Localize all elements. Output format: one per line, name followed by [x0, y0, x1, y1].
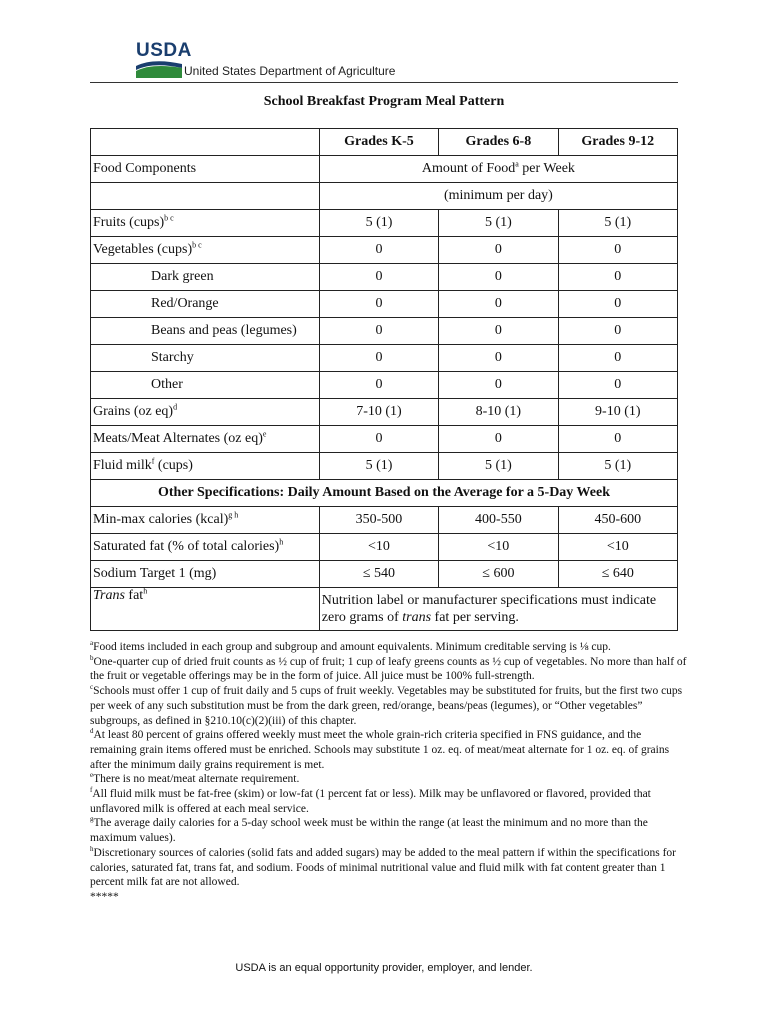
amount-cell: 5 (1)	[319, 453, 438, 480]
amount-cell: 0	[319, 264, 438, 291]
amount-cell: 0	[558, 237, 677, 264]
specification-label: Min-max calories (kcal)$^{g h}$	[91, 507, 320, 534]
amount-cell: 5 (1)	[558, 210, 677, 237]
usda-logo-text: USDA	[136, 40, 192, 61]
food-component-row	[91, 264, 678, 291]
page-title: School Breakfast Program Meal Pattern	[263, 94, 505, 109]
footnote: $^c$Schools must offer 1 cup of fruit daily and 5 cups of fruit weekly. Vegetables may be substituted for fruits, but the first two cups per week of any such substitution must be from the dark green, red/orange, beans/peas (legumes), or “Other vegetables” subgroups, as defined in §210.10(c)(2)(iii) of this chapter.	[90, 683, 683, 727]
header-rule	[90, 82, 678, 83]
food-component-label: Starchy	[91, 345, 320, 372]
food-component-label: Meats/Meat Alternates (oz eq)$^e$	[91, 426, 320, 453]
amount-cell: 0	[558, 345, 677, 372]
specification-row	[91, 561, 678, 588]
amount-cell: 0	[439, 291, 558, 318]
footer-statement: USDA is an equal opportunity provider, employer, and lender.	[235, 962, 533, 974]
food-component-label: Vegetables (cups)$^{b c}$	[91, 237, 320, 264]
footnote: $^a$Food items included in each group and subgroup and amount equivalents. Minimum creditable serving is ⅛ cup.	[90, 639, 611, 653]
specification-value: ≤ 540	[319, 561, 438, 588]
amount-cell: 0	[558, 372, 677, 399]
food-component-label: Beans and peas (legumes)	[91, 318, 320, 345]
amount-cell: 5 (1)	[558, 453, 677, 480]
trans-fat-requirement: Nutrition label or manufacturer specifications must indicate zero grams of trans fat per serving.	[319, 588, 677, 631]
amount-cell: 0	[319, 345, 438, 372]
specification-value: ≤ 600	[439, 561, 558, 588]
food-component-row	[91, 210, 678, 237]
food-component-label: Fruits (cups)$^{b c}$	[91, 210, 320, 237]
minimum-per-day-row	[91, 183, 678, 210]
trans-fat-row	[91, 588, 678, 631]
amount-cell: 0	[558, 318, 677, 345]
grade-header: Grades 9-12	[558, 129, 677, 156]
amount-cell: 0	[439, 345, 558, 372]
specification-label: Saturated fat (% of total calories)$^h$	[91, 534, 320, 561]
food-components-label: Food Components	[91, 156, 320, 183]
amount-cell: 5 (1)	[439, 210, 558, 237]
footnote: $^h$Discretionary sources of calories (solid fats and added sugars) may be added to the meal pattern if within the specifications for calories, saturated fat, trans fat, and sodium. Foods of minimal nutritional value and fluid milk with fat content greater than 1 percent milk fat are not allowed.	[90, 845, 676, 889]
amount-cell: 0	[439, 264, 558, 291]
footnote: $^g$The average daily calories for a 5-day school week must be within the range (at least the minimum and no more than the maximum values).	[90, 815, 648, 845]
footnotes	[90, 640, 690, 905]
grade-header-row	[91, 129, 678, 156]
amount-cell: 0	[558, 426, 677, 453]
end-marker: *****	[90, 890, 119, 903]
food-component-label: Other	[91, 372, 320, 399]
amount-cell: 0	[319, 426, 438, 453]
specification-value: 400-550	[439, 507, 558, 534]
food-component-row	[91, 345, 678, 372]
food-component-label: Red/Orange	[91, 291, 320, 318]
amount-cell: 0	[439, 372, 558, 399]
food-component-row	[91, 237, 678, 264]
food-component-row	[91, 426, 678, 453]
footnote: $^f$All fluid milk must be fat-free (skim) or low-fat (1 percent fat or less). Milk may be unflavored or flavored, provided that unflavored milk is offered at each meal service.	[90, 786, 651, 815]
amount-cell: 5 (1)	[439, 453, 558, 480]
food-component-row	[91, 399, 678, 426]
amount-cell: 0	[319, 318, 438, 345]
usda-logo	[136, 40, 192, 78]
specification-label: Sodium Target 1 (mg)	[91, 561, 320, 588]
specification-row	[91, 534, 678, 561]
amount-cell: 0	[319, 372, 438, 399]
specifications-heading: Other Specifications: Daily Amount Based on the Average for a 5-Day Week	[91, 480, 678, 507]
amount-cell: 0	[439, 318, 558, 345]
grade-header: Grades 6-8	[439, 129, 558, 156]
blank-cell	[91, 183, 320, 210]
food-components-row	[91, 156, 678, 183]
amount-cell: 0	[319, 291, 438, 318]
amount-cell: 5 (1)	[319, 210, 438, 237]
food-component-row	[91, 291, 678, 318]
amount-cell: 9-10 (1)	[558, 399, 677, 426]
amount-cell: 7-10 (1)	[319, 399, 438, 426]
letterhead	[136, 40, 696, 82]
food-component-row	[91, 453, 678, 480]
food-component-row	[91, 372, 678, 399]
amount-cell: 0	[439, 426, 558, 453]
amount-cell: 8-10 (1)	[439, 399, 558, 426]
specification-row	[91, 507, 678, 534]
specification-value: 350-500	[319, 507, 438, 534]
trans-fat-label: Trans fat$^h$	[91, 588, 320, 631]
footnote: $^b$One-quarter cup of dried fruit counts as ½ cup of fruit; 1 cup of leafy greens counts as ½ cup of vegetables. No more than half of the fruit or vegetable offerings may be in the form of juice. All juice must be 100% full-strength.	[90, 653, 687, 683]
specification-value: 450-600	[558, 507, 677, 534]
food-component-row	[91, 318, 678, 345]
meal-pattern-table	[90, 128, 678, 631]
amount-cell: 0	[319, 237, 438, 264]
grade-header: Grades K-5	[319, 129, 438, 156]
footnote: $^d$At least 80 percent of grains offered weekly must meet the whole grain-rich criteria specified in FNS guidance, and the remaining grain items offered must be enriched. Schools may substitute 1 oz. eq. of meat/meat alternate for 1 oz. eq. of grains after the minimum daily grains requirement is met.	[90, 727, 670, 771]
specification-value: <10	[439, 534, 558, 561]
food-component-label: Dark green	[91, 264, 320, 291]
usda-logo-waves-icon	[136, 58, 182, 78]
minimum-per-day-label: (minimum per day)	[319, 183, 677, 210]
specification-value: ≤ 640	[558, 561, 677, 588]
agency-name: United States Department of Agriculture	[184, 64, 396, 78]
food-component-label: Grains (oz eq)$^d$	[91, 399, 320, 426]
amount-cell: 0	[558, 264, 677, 291]
specifications-heading-row	[91, 480, 678, 507]
food-component-label: Fluid milk$^f$ (cups)	[91, 453, 320, 480]
footnote: $^e$There is no meat/meat alternate requirement.	[90, 771, 300, 786]
specification-value: <10	[319, 534, 438, 561]
amount-cell: 0	[558, 291, 677, 318]
amount-of-food-heading: Amount of Food$^a$ per Week	[319, 156, 677, 183]
specification-value: <10	[558, 534, 677, 561]
amount-cell: 0	[439, 237, 558, 264]
blank-header-cell	[91, 129, 320, 156]
